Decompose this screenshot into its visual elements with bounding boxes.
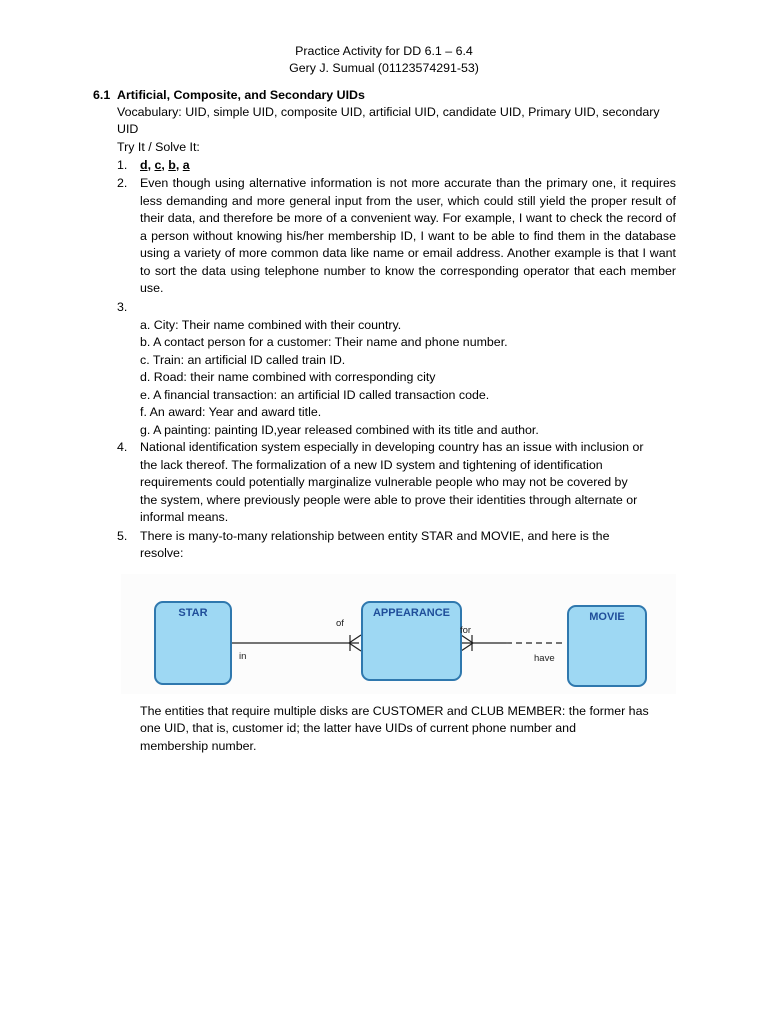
q1-answer-1: d bbox=[140, 158, 148, 172]
section-heading: Artificial, Composite, and Secondary UIDs bbox=[117, 88, 365, 102]
q3-item-g: g. A painting: painting ID,year released combined with its title and author. bbox=[140, 423, 539, 437]
q5-line-1: There is many-to-many relationship between entity STAR and MOVIE, and here is the bbox=[140, 529, 610, 543]
q3-item-c: c. Train: an artificial ID called train ID. bbox=[140, 353, 346, 367]
entity-appearance-label: APPEARANCE bbox=[372, 607, 450, 619]
entity-movie-label: MOVIE bbox=[589, 611, 625, 623]
section-number: 6.1 bbox=[93, 88, 111, 102]
q3-item-f: f. An award: Year and award title. bbox=[140, 405, 322, 419]
entity-movie bbox=[567, 605, 647, 687]
crowsfoot-left-upper bbox=[349, 635, 361, 643]
q3-item-b: b. A contact person for a customer: Their name and phone number. bbox=[140, 335, 508, 349]
q4-line-5: informal means. bbox=[140, 510, 229, 524]
entity-appearance bbox=[361, 601, 462, 681]
q5-number: 5. bbox=[117, 529, 128, 543]
q2-number: 2. bbox=[117, 176, 128, 190]
relation-label-have: have bbox=[534, 653, 555, 664]
q1-number: 1. bbox=[117, 158, 128, 172]
entity-star-label: STAR bbox=[178, 607, 208, 619]
q3-item-a: a. City: Their name combined with their country. bbox=[140, 318, 402, 332]
q1-answers bbox=[140, 157, 190, 174]
q1-answer-2: c bbox=[154, 158, 162, 172]
er-diagram bbox=[121, 574, 676, 694]
vocabulary-line-1: Vocabulary: UID, simple UID, composite UID, artificial UID, candidate UID, Primary UID, secondary bbox=[117, 105, 660, 119]
crowsfoot-right-lower bbox=[461, 643, 473, 651]
q3-item-e: e. A financial transaction: an artificial ID called transaction code. bbox=[140, 388, 490, 402]
q5-line-2: resolve: bbox=[140, 546, 184, 560]
relation-label-for: for bbox=[460, 625, 472, 636]
q1-sep: , bbox=[161, 158, 169, 172]
closing-line-2: one UID, that is, customer id; the latter have UIDs of current phone number and bbox=[140, 721, 576, 735]
try-it-label: Try It / Solve It: bbox=[117, 140, 200, 154]
q1-sep: , bbox=[147, 158, 155, 172]
vocabulary-line-2: UID bbox=[117, 122, 139, 136]
q1-sep: , bbox=[175, 158, 183, 172]
relation-label-in: in bbox=[239, 651, 247, 662]
document-title: Practice Activity for DD 6.1 – 6.4 bbox=[295, 44, 473, 58]
q4-line-1: National identification system especially in developing country has an issue with inclusion or bbox=[140, 440, 644, 454]
relation-label-of: of bbox=[336, 618, 344, 629]
q4-line-4: the system, where previously people were able to prove their identities through alternate or bbox=[140, 493, 638, 507]
q4-number: 4. bbox=[117, 440, 128, 454]
closing-line-3: membership number. bbox=[140, 739, 257, 753]
closing-line-1: The entities that require multiple disks are CUSTOMER and CLUB MEMBER: the former has bbox=[140, 704, 649, 718]
document-author: Gery J. Sumual (01123574291-53) bbox=[289, 61, 479, 75]
q3-number: 3. bbox=[117, 300, 128, 314]
q4-line-2: the lack thereof. The formalization of a new ID system and tightening of identification bbox=[140, 458, 603, 472]
q2-answer-paragraph: Even though using alternative information is not more accurate than the primary one, it requires less demanding and more general input from the user, which could still yield the proper result of their data, and therefore be more of a convenient way. For example, I want to check the record of a person without knowing his/her membership ID, I want to be able to find them in the database using a variety of more common data like name or email address. Another example is that I want to sort the data using telephone number to know the corresponding operator that each member use. bbox=[140, 176, 676, 295]
q1-answer-3: b bbox=[168, 158, 176, 172]
q3-item-d: d. Road: their name combined with corresponding city bbox=[140, 370, 436, 384]
crowsfoot-right-upper bbox=[461, 635, 473, 643]
crowsfoot-left-lower bbox=[349, 643, 361, 651]
q1-answer-4: a bbox=[182, 158, 190, 172]
q4-line-3: requirements could potentially marginalize vulnerable people who may not be covered by bbox=[140, 475, 628, 489]
entity-star bbox=[154, 601, 232, 685]
